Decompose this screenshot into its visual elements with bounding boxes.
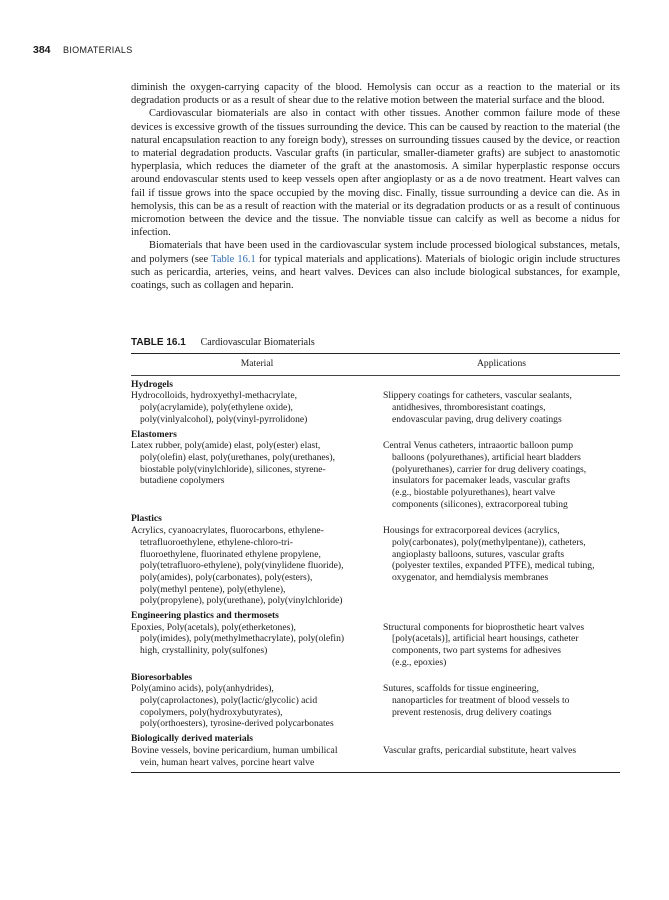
cell-line: (e.g., epoxies) (392, 656, 447, 668)
cell-line: Structural components for bioprosthetic heart valves (383, 621, 585, 633)
cell-line: nanoparticles for treatment of blood vessels to (392, 694, 570, 706)
column-header-material: Material (240, 358, 274, 369)
applications-cell (383, 745, 620, 768)
paragraph (131, 107, 620, 239)
material-cell (131, 525, 383, 607)
applications-cell (383, 440, 620, 510)
cell-line: poly(imides), poly(methylmethacrylate), poly(olefin) (140, 633, 345, 645)
cell-line: Slippery coatings for catheters, vascular sealants, (383, 390, 572, 402)
table-category: Bioresorbables (131, 671, 193, 683)
cell-line: poly(caprolactones), poly(lactic/glycolic) acid (140, 694, 318, 706)
table-row (131, 622, 620, 669)
cell-line: biostable poly(vinylchloride), silicones, styrene- (140, 463, 326, 475)
cell-line: butadiene copolymers (140, 475, 225, 487)
table-row (131, 683, 620, 730)
table-header-row (131, 354, 620, 375)
cell-line: Bovine vessels, bovine pericardium, human umbilical (131, 744, 338, 756)
cell-line: angioplasty balloons, sutures, vascular grafts (392, 548, 565, 560)
body-text (131, 81, 620, 292)
page-number: 384 (33, 44, 51, 56)
cell-line: poly(propylene), poly(urethane), poly(vinylchloride) (140, 595, 343, 607)
paragraph-text: diminish the oxygen-carrying capacity of the blood. Hemolysis can occur as a reaction to the material or its degradation products or as a result of shear due to the relative motion between the material surface and the blood. (131, 82, 620, 107)
cell-line: Central Venus catheters, intraaortic balloon pump (383, 440, 574, 452)
biomaterials-table (131, 353, 620, 773)
cell-line: (e.g., biostable polyurethanes), heart valve (392, 487, 556, 499)
table-row (131, 525, 620, 607)
paragraph-text: Biomaterials that have been used in the cardiovascular system include processed biological substances, metals, and polymers (see (131, 240, 620, 265)
material-cell (131, 745, 383, 768)
cell-line: antidhesives, thromboresistant coatings, (392, 402, 546, 414)
paragraph-text: for typical materials and applications). Materials of biologic origin include structures such as pericardia, arteries, veins, and heart valves. Devices can also include biological substances, for example, coatings, such as collagen and heparin. (131, 253, 621, 292)
table-category: Hydrogels (131, 378, 173, 390)
cell-line: Vascular grafts, pericardial substitute, heart valves (383, 744, 577, 756)
cell-line: balloons (polyurethanes), artificial heart bladders (392, 451, 581, 463)
cell-line: oxygenator, and hemdialysis membranes (392, 571, 549, 583)
material-cell (131, 683, 383, 730)
cell-line: Latex rubber, poly(amide) elast, poly(ester) elast, (131, 440, 321, 452)
table-title: Cardiovascular Biomaterials (200, 337, 315, 348)
applications-cell (383, 390, 620, 425)
cell-line: poly(tetrafluoro-ethylene), poly(vinylidene fluoride), (140, 560, 344, 572)
page-header (33, 44, 133, 56)
table-number: TABLE 16.1 (131, 337, 186, 348)
cell-line: high, crystallinity, poly(sulfones) (140, 645, 268, 657)
cell-line: poly(vinlyalcohol), poly(vinyl-pyrrolidone) (140, 413, 308, 425)
cell-line: (polyurethanes), carrier for drug delivery coatings, (392, 463, 587, 475)
cell-line: poly(orthoesters), tyrosine-derived polycarbonates (140, 718, 334, 730)
table-category: Biologically derived materials (131, 733, 254, 745)
table-category: Elastomers (131, 428, 177, 440)
cell-line: components (silicones), extracorporeal tubing (392, 498, 568, 510)
cell-line: poly(carbonates), poly(methylpentane)), catheters, (392, 536, 586, 548)
material-cell (131, 440, 383, 510)
material-cell (131, 390, 383, 425)
paragraph (131, 81, 620, 107)
applications-cell (383, 683, 620, 730)
cell-line: Housings for extracorporeal devices (acrylics, (383, 525, 560, 537)
running-title: BIOMATERIALS (63, 45, 133, 55)
paragraph (131, 239, 620, 292)
table-row (131, 440, 620, 510)
paragraph-text: Cardiovascular biomaterials are also in contact with other tissues. Another common failure mode of these devices is excessive growth of the tissues surrounding the device. This can be caused by reaction to the material (the natural encapsulation reaction to any foreign body), stresses on surrounding tissues caused by the device, or reaction to material degradation products. Vascular grafts (in particular, smaller-diameter grafts) are subject to anastomotic hyperplasia, which reduces the diameter of the graft at the anastomosis. A similar hyperplastic response occurs around endovascular stents used to keep vessels open after angioplasty or as a de novo treatment. Heart valves can fail if tissue grows into the space occupied by the moving disc. Finally, tissue surrounding a device can die. As in hemolysis, this can be as a result of reaction with the material or its degradation products or as a result of continuous micromotion between the device and the tissue. The nonviable tissue can calcify as well as become a nidus for infection. (131, 108, 620, 239)
material-cell (131, 622, 383, 669)
column-header-applications: Applications (476, 358, 527, 369)
applications-cell (383, 525, 620, 607)
table-bottom-rule (131, 772, 620, 773)
cell-line: Epoxies, Poly(acetals), poly(etherketones), (131, 621, 296, 633)
cell-line: poly(olefin) elast, poly(urethanes, poly(urethanes), (140, 451, 336, 463)
table-category: Plastics (131, 513, 162, 525)
cell-line: poly(acrylamide), poly(ethylene oxide), (140, 402, 293, 414)
table-reference-link[interactable]: Table 16.1 (211, 253, 256, 265)
cell-line: vein, human heart valves, porcine heart valve (140, 756, 315, 768)
cell-line: components, two part systems for adhesives (392, 645, 561, 657)
cell-line: tetrafluoroethylene, ethylene-chloro-tri- (140, 536, 293, 548)
applications-cell (383, 622, 620, 669)
cell-line: Poly(amino acids), poly(anhydrides), (131, 683, 274, 695)
table-body (131, 379, 620, 769)
table-caption (131, 337, 315, 348)
cell-line: Sutures, scaffolds for tissue engineering, (383, 683, 539, 695)
cell-line: Acrylics, cyanoacrylates, fluorocarbons, ethylene- (131, 525, 324, 537)
cell-line: Hydrocolloids, hydroxyethyl-methacrylate, (131, 390, 297, 402)
cell-line: insulators for pacemaker leads, vascular grafts (392, 475, 570, 487)
table-row (131, 390, 620, 425)
cell-line: (polyester textiles, expanded PTFE), medical tubing, (392, 560, 595, 572)
cell-line: endovascular paving, drug delivery coatings (392, 413, 562, 425)
table-category: Engineering plastics and thermosets (131, 610, 279, 622)
cell-line: prevent restenosis, drug delivery coatings (392, 706, 552, 718)
table-header-rule (131, 375, 620, 376)
cell-line: poly(methyl pentene), poly(ethylene), (140, 583, 286, 595)
cell-line: fluoroethylene, fluorinated ethylene propylene, (140, 548, 321, 560)
cell-line: copolymers, poly(hydroxybutyrates), (140, 706, 283, 718)
table-row (131, 745, 620, 768)
cell-line: poly(amides), poly(carbonates), poly(esters), (140, 571, 313, 583)
cell-line: [poly(acetals)], artificial heart housings, catheter (392, 633, 579, 645)
